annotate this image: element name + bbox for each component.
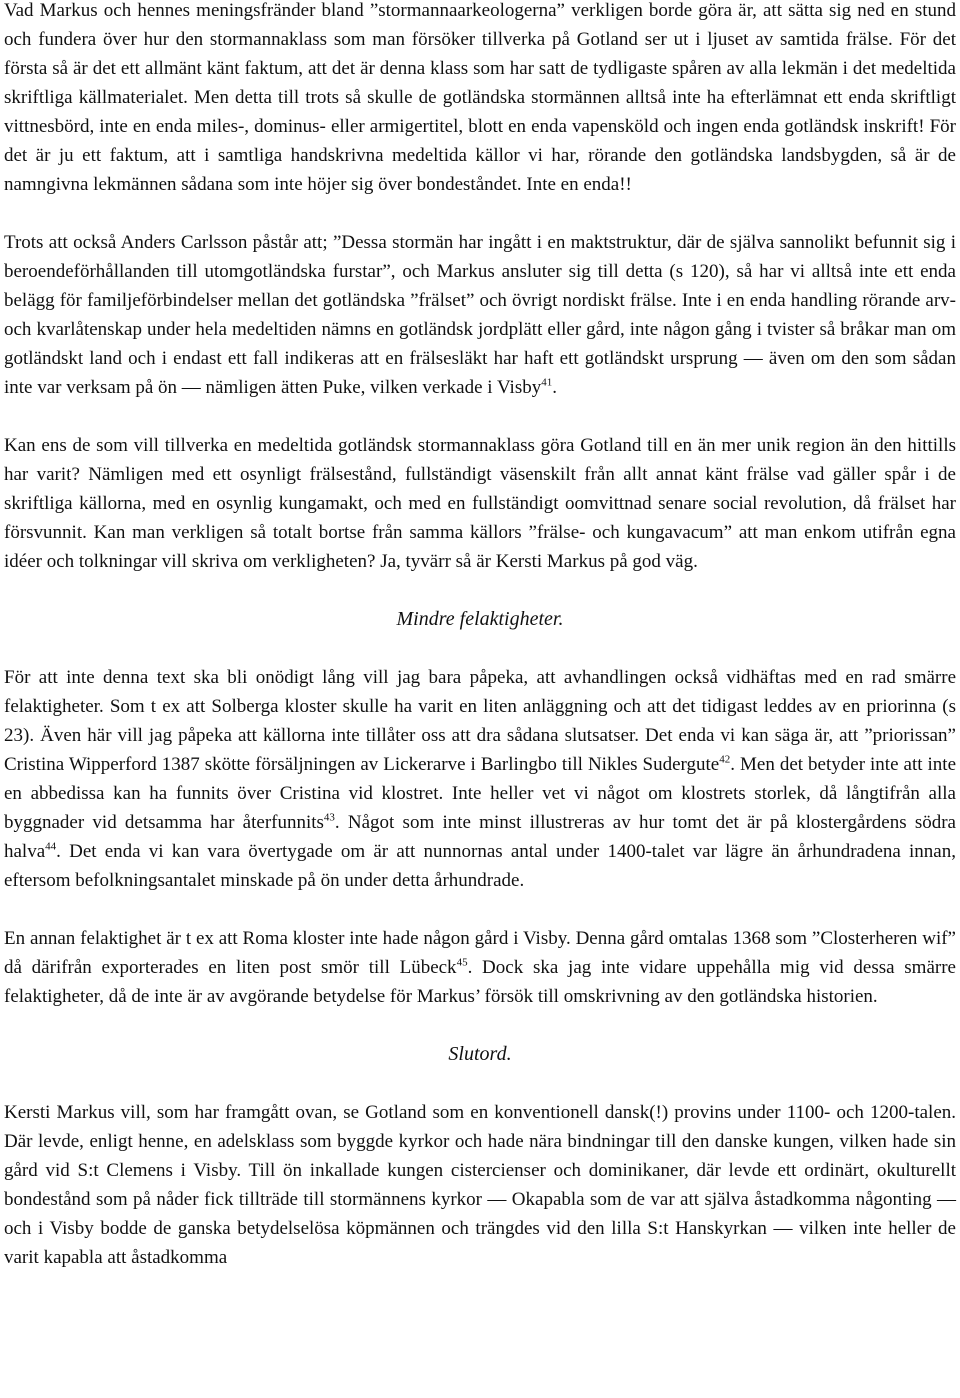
- footnote-ref[interactable]: 45: [456, 956, 468, 969]
- paragraph-slutord: [4, 1098, 956, 1272]
- paragraph-text: Kersti Markus vill, som har framgått ovan, se Gotland som en konventionell dansk(!) provins under 1100- och 1200-talen. Där levde, enligt henne, en adelsklass som byggde kyrkor och hade nära bindningar till den danske kungen, vilken hade sin gård vid S:t Clemens i Visby. Till ön inkallade kungen cistercienser och dominikaner, där levde ett ordinärt, okulturellt bondestånd som på nåder fick tillträde till stormännens kyrkor — Okapabla som de var att själva åstadkomma någonting — och i Visby bodde de ganska betydelselösa köpmännen och trängdes vid den lilla S:t Hanskyrkan — vilken inte heller de varit kapabla att åstadkomma: [4, 1102, 956, 1268]
- paragraph-stormannaarkeologerna: [4, 0, 956, 199]
- footnote-ref[interactable]: 43: [323, 811, 335, 824]
- paragraph-anders-carlsson: [4, 228, 956, 402]
- footnote-ref[interactable]: 42: [719, 753, 731, 766]
- paragraph-text: För att inte denna text ska bli onödigt lång vill jag bara påpeka, att avhandlingen också vidhäftas med en rad smärre felaktigheter. Som t ex att Solberga kloster skulle ha varit en liten anläggning och att det tidigast leddes av en priorinna (s 23). Även här vill jag påpeka att källorna inte tillåter oss att dra sådana slutsatser. Det enda vi kan säga är, att ”priorissan” Cristina Wipperford 1387 skötte försäljningen av Lickerarve i Barlingbo till Nikles Sudergute: [4, 667, 956, 775]
- footnote-ref[interactable]: 44: [45, 840, 57, 853]
- paragraph-roma-kloster: [4, 924, 956, 1011]
- paragraph-text: En annan felaktighet är t ex att Roma kloster inte hade någon gård i Visby. Denna gård omtalas 1368 som ”Closterheren wif” då därifrån exporterades en liten post smör till Lübeck: [4, 928, 956, 978]
- paragraph-text: . Men det betyder inte att inte en abbedissa kan ha funnits över Cristina vid klostret. Inte heller vet vi något om klostrets storlek, då långtifrån alla byggnader vid detsamma har återfunnits: [4, 754, 957, 833]
- footnote-ref[interactable]: 41: [541, 376, 553, 389]
- paragraph-text: . Det enda vi kan vara övertygade om är att nunnornas antal under 1400-talet var lägre än århundradena innan, eftersom befolkningsantalet minskade på ön under detta århundrade.: [4, 841, 956, 891]
- section-heading-slutord: Slutord.: [448, 1043, 512, 1065]
- paragraph-text: Vad Markus och hennes meningsfränder bland ”stormannaarkeologerna” verkligen borde göra är, att sätta sig ned en stund och fundera över hur den stormannaklass som man försöker tillverka på Gotland ser ut i ljuset av samtida frälse. För det första så är det ett allmänt känt faktum, att det är denna klass som har satt de tydligaste spåren av alla lekmän i det medeltida skriftliga källmaterialet. Men detta till trots så skulle de gotländska stormännen alltså inte ha efterlämnat ett enda skriftligt vittnesbörd, inte en enda miles-, dominus- eller armigertitel, blott en enda vapensköld och ingen enda gotländsk inskrift! För det är ju ett faktum, att i samtliga handskrivna medeltida källor vi har, rörande den gotländska landsbygden, så är de namngivna lekmännen sådana som inte höjer sig över bondeståndet. Inte en enda!!: [4, 0, 956, 195]
- paragraph-text: Kan ens de som vill tillverka en medeltida gotländsk stormannaklass göra Gotland till en än mer unik region än den hittills har varit? Nämligen med ett osynligt frälsestånd, fullständigt väsenskilt från allt annat känt frälse vad gäller spår i de skriftliga källorna, med en osynlig kungamakt, och med en fullständigt oomvittnad senare social revolution, då frälset har försvunnit. Kan man verkligen så totalt bortse från samma källors ”frälse- och kungavacum” att man enkom utifrån egna idéer och tolkningar vill skriva om verkligheten? Ja, tyvärr så är Kersti Markus på god väg.: [4, 435, 956, 572]
- section-heading-mindre-felaktigheter: Mindre felaktigheter.: [396, 608, 564, 630]
- paragraph-stormannaklass: [4, 431, 956, 576]
- paragraph-solberga-kloster: [4, 663, 956, 895]
- paragraph-text: . Något som inte minst illustreras av hur tomt det är på klostergårdens södra halva: [4, 812, 956, 862]
- paragraph-text: Trots att också Anders Carlsson påstår att; ”Dessa stormän har ingått i en maktstruktur, där de själva sannolikt befunnit sig i beroendeförhållanden till utomgotländska furstar”, och Markus ansluter sig till detta (s 120), så har vi alltså inte ett enda belägg för familjeförbindelser mellan det gotländska ”frälset” och övrigt nordiskt frälse. Inte i en enda handling rörande arv- och kvarlåtenskap under hela medeltiden nämns en gotländsk jordplätt eller gård, inte någon gång i tvister så bråkar man om gotländskt land och i endast ett fall indikeras att en frälsesläkt har haft ett gotländskt ursprung — även om den som sådan inte var verksam på ön — nämligen ätten Puke, vilken verkade i Visby: [4, 232, 956, 398]
- paragraph-text: . Dock ska jag inte vidare uppehålla mig vid dessa smärre felaktigheter, då de inte är av avgörande betydelse för Markus’ försök till omskrivning av den gotländska historien.: [4, 957, 956, 1007]
- paragraph-text: .: [552, 377, 557, 398]
